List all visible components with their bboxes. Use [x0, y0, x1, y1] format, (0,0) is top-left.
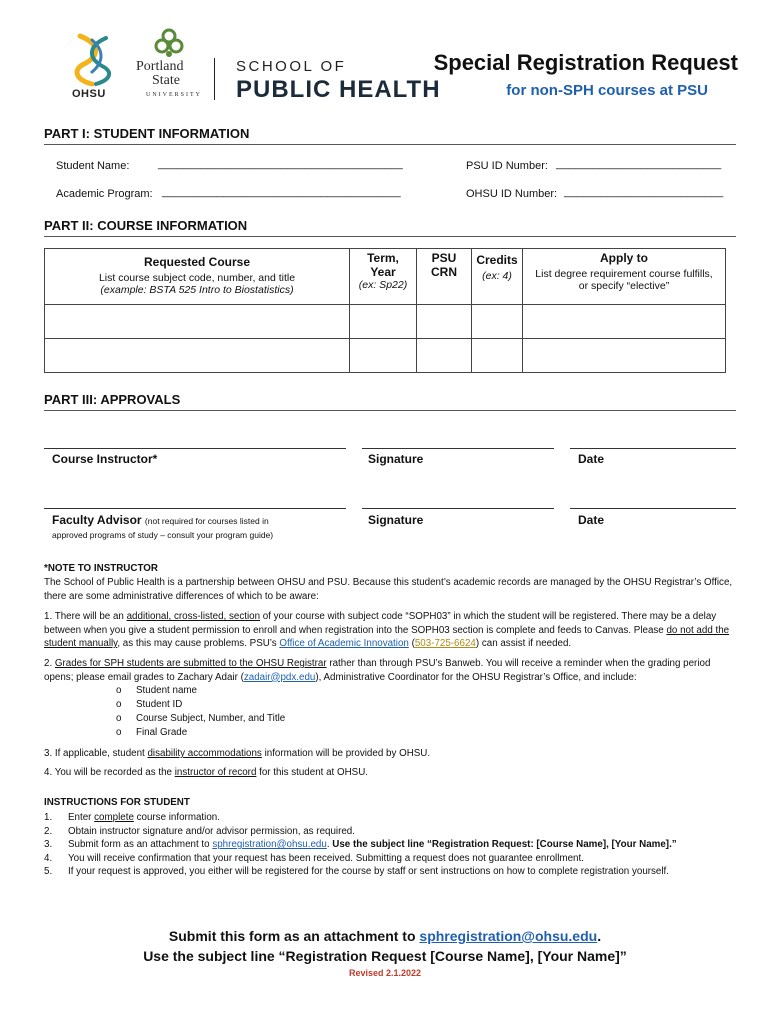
- note-1-u: additional, cross-listed, section: [126, 611, 261, 622]
- note-2-a: 2.: [44, 658, 55, 669]
- bullet-text: Student ID: [136, 699, 183, 710]
- zadair-email-link[interactable]: zadair@pdx.edu: [243, 671, 316, 683]
- note-1-u2: do not add the student manually: [44, 624, 730, 649]
- inst-1-num: 1.: [44, 812, 53, 823]
- psu-logo-line1: Portland: [136, 59, 184, 74]
- course-table-header: [45, 249, 726, 305]
- list-item: [116, 699, 285, 713]
- row1-crn-cell[interactable]: [417, 305, 472, 339]
- col-requested-course-sub1: List course subject code, number, and title: [98, 272, 296, 284]
- bullet-mark: o: [116, 713, 122, 724]
- col-apply-to-title: Apply to: [600, 251, 648, 265]
- advisor-label: [52, 513, 269, 527]
- psu-logo-line3: UNIVERSITY: [146, 92, 202, 98]
- note-item-1: [44, 610, 734, 651]
- psu-id-label: PSU ID Number:: [466, 160, 548, 172]
- instructions-list: [44, 811, 734, 879]
- inst-3-text: [68, 838, 677, 852]
- advisor-label-text: Faculty Advisor: [52, 513, 142, 527]
- row1-credits-cell[interactable]: [472, 305, 523, 339]
- advisor-signature-line[interactable]: [362, 508, 554, 509]
- note-item-4: [44, 766, 734, 780]
- note-4-b: for this student at OHSU.: [256, 767, 369, 778]
- list-item: [116, 713, 285, 727]
- ohsu-logo: [70, 30, 118, 102]
- note-1-c: , as this may cause problems. PSU’s: [117, 638, 280, 649]
- inst-3-a: Submit form as an attachment to: [68, 839, 213, 851]
- note-4-a: 4. You will be recorded as the: [44, 767, 175, 778]
- advisor-date-label: Date: [578, 513, 605, 527]
- part2-divider: [44, 236, 736, 237]
- col-apply-to-sub1: List degree requirement course fulfills,: [535, 268, 713, 280]
- bullet-mark: o: [116, 727, 122, 738]
- inst-5-text: If your request is approved, you either will be registered for the course by staff or sent instructions on how to complete registration yourself.: [68, 866, 669, 878]
- bullet-mark: o: [116, 685, 122, 696]
- advisor-date-line[interactable]: [570, 508, 736, 509]
- list-item: [44, 838, 734, 852]
- psu-logo: [134, 28, 204, 102]
- instructor-label: Course Instructor*: [52, 452, 158, 466]
- student-name-label: Student Name:: [56, 160, 130, 172]
- ohsu-logo-text: OHSU: [72, 88, 106, 100]
- inst-3-b: .: [326, 839, 333, 851]
- inst-1-u: complete: [94, 812, 134, 823]
- inst-1-b: course information.: [133, 812, 220, 823]
- inst-2-text: Obtain instructor signature and/or advisor permission, as required.: [68, 825, 355, 837]
- page-title: Special Registration Request: [433, 50, 738, 75]
- note-3-b: information will be provided by OHSU.: [261, 748, 431, 759]
- footer-1-a: Submit this form as an attachment to: [168, 928, 420, 944]
- instructor-date-line[interactable]: [570, 448, 736, 449]
- col-apply-to: [523, 249, 726, 305]
- inst-3-num: 3.: [44, 839, 53, 851]
- row2-course-cell[interactable]: [45, 339, 350, 373]
- note-heading: *NOTE TO INSTRUCTOR: [44, 563, 158, 574]
- program-label: Academic Program:: [56, 188, 153, 200]
- note-2-c: ), Administrative Coordinator for the OHSU Registrar’s Office, and include:: [315, 671, 637, 683]
- note-1-a: 1. There will be an: [44, 611, 127, 622]
- row1-course-cell[interactable]: [45, 305, 350, 339]
- list-item: [44, 825, 734, 839]
- revised-date: Revised 2.1.2022: [348, 968, 422, 978]
- row2-credits-cell[interactable]: [472, 339, 523, 373]
- note-1-d: (: [408, 638, 415, 649]
- psu-id-field[interactable]: ___________________________: [556, 158, 722, 170]
- note-item-2: [44, 657, 734, 684]
- inst-1-text: [68, 811, 220, 825]
- bullet-text: Course Subject, Number, and Title: [136, 713, 286, 724]
- part2-heading: PART II: COURSE INFORMATION: [44, 218, 248, 233]
- col-term-title: Term, Year: [367, 251, 399, 279]
- note-3-u: disability accommodations: [147, 748, 262, 759]
- inst-4-text: You will receive confirmation that your request has been received. Submitting a request does not guarantee enrollment.: [68, 852, 584, 864]
- row1-apply-cell[interactable]: [523, 305, 726, 339]
- row2-crn-cell[interactable]: [417, 339, 472, 373]
- ohsu-id-label: OHSU ID Number:: [466, 188, 558, 200]
- advisor-signature-label: Signature: [368, 513, 424, 527]
- advisor-note1: (not required for courses listed in: [144, 516, 269, 526]
- logo-divider: [214, 58, 215, 100]
- footer-1-b: .: [597, 928, 602, 944]
- instructor-signature-line[interactable]: [362, 448, 554, 449]
- note-2-b: rather than through PSU’s Banweb. You will receive a reminder when the grading period opens; please email grades to Zachary Adair (: [44, 658, 711, 683]
- academic-innovation-link[interactable]: Office of Academic Innovation: [279, 638, 409, 649]
- note-3-a: 3. If applicable, student: [44, 748, 148, 759]
- footer-subject-line: Use the subject line “Registration Request [Course Name], [Your Name]”: [143, 948, 627, 964]
- instructor-signature-label: Signature: [368, 452, 424, 466]
- footer-email-link[interactable]: sphregistration@ohsu.edu: [419, 928, 598, 944]
- instructions-heading: INSTRUCTIONS FOR STUDENT: [44, 797, 190, 808]
- ohsu-id-field[interactable]: __________________________: [564, 186, 724, 198]
- bullet-mark: o: [116, 699, 122, 710]
- program-field[interactable]: _______________________________________: [162, 186, 401, 198]
- phone-link[interactable]: 503-725-6624: [414, 638, 476, 649]
- footer-submit-line: [0, 928, 770, 944]
- part1-divider: [44, 144, 736, 145]
- col-apply-to-sub2: or specify “elective”: [578, 280, 670, 292]
- note-item-3: [44, 747, 734, 761]
- advisor-note2: approved programs of study – consult your program guide): [52, 530, 274, 540]
- note-intro: The School of Public Health is a partnership between OHSU and PSU. Because this student’s academic records are managed by the OHSU Registrar’s Office, there are some administrative differences of which to be aware:: [44, 577, 733, 602]
- col-term-sub: (ex: Sp22): [358, 279, 408, 291]
- row1-term-cell[interactable]: [350, 305, 417, 339]
- note-1-b: of your course with subject code “SOPH03” in which the student will be registered. There may be a delay between when you give a student permission to enroll and when registration into the SOPH03 section is complete and feeds to Canvas. Please: [44, 611, 717, 636]
- table-row: [45, 305, 726, 339]
- inst-1-a: Enter: [68, 812, 95, 823]
- col-requested-course-title: Requested Course: [143, 255, 251, 269]
- inst-3-bold: Use the subject line “Registration Request: [Course Name], [Your Name].”: [332, 839, 677, 851]
- instructor-date-label: Date: [578, 452, 605, 466]
- col-credits-title: Credits: [476, 253, 518, 267]
- advisor-sign-line[interactable]: [44, 508, 346, 509]
- row2-term-cell[interactable]: [350, 339, 417, 373]
- list-item: [116, 727, 285, 741]
- list-item: [44, 811, 734, 825]
- col-term: [350, 249, 417, 305]
- col-credits-sub: (ex: 4): [482, 270, 512, 282]
- col-credits: [472, 249, 523, 305]
- sph-logo-line2: PUBLIC HEALTH: [236, 76, 441, 103]
- note-4-u: instructor of record: [174, 767, 257, 778]
- part3-divider: [44, 410, 736, 411]
- list-item: [44, 865, 734, 879]
- sph-logo-line1: SCHOOL OF: [236, 58, 347, 75]
- page-subtitle: for non-SPH courses at PSU: [506, 82, 708, 99]
- sphregistration-email-link[interactable]: sphregistration@ohsu.edu: [212, 839, 327, 851]
- bullet-text: Final Grade: [136, 727, 188, 738]
- bullet-list: [116, 685, 285, 741]
- col-crn-title: PSU CRN: [431, 251, 457, 279]
- student-name-field[interactable]: ________________________________________: [158, 158, 403, 170]
- col-requested-course-sub2: (example: BSTA 525 Intro to Biostatistics): [100, 284, 294, 296]
- bullet-text: Student name: [136, 685, 198, 696]
- inst-5-num: 5.: [44, 866, 53, 878]
- col-crn: [417, 249, 472, 305]
- inst-4-num: 4.: [44, 852, 53, 864]
- row2-apply-cell[interactable]: [523, 339, 726, 373]
- course-table: [44, 248, 726, 373]
- list-item: [44, 852, 734, 866]
- col-requested-course: [45, 249, 350, 305]
- list-item: [116, 685, 285, 699]
- table-row: [45, 339, 726, 373]
- part3-heading: PART III: APPROVALS: [44, 392, 181, 407]
- psu-logo-line2: State: [152, 73, 180, 88]
- inst-2-num: 2.: [44, 825, 53, 837]
- psu-leaf-icon: [154, 28, 184, 58]
- instructor-sign-line[interactable]: [44, 448, 346, 449]
- note-2-u: Grades for SPH students are submitted to the OHSU Registrar: [54, 658, 327, 669]
- part1-heading: PART I: STUDENT INFORMATION: [44, 126, 250, 141]
- note-1-e: ) can assist if needed.: [475, 638, 572, 649]
